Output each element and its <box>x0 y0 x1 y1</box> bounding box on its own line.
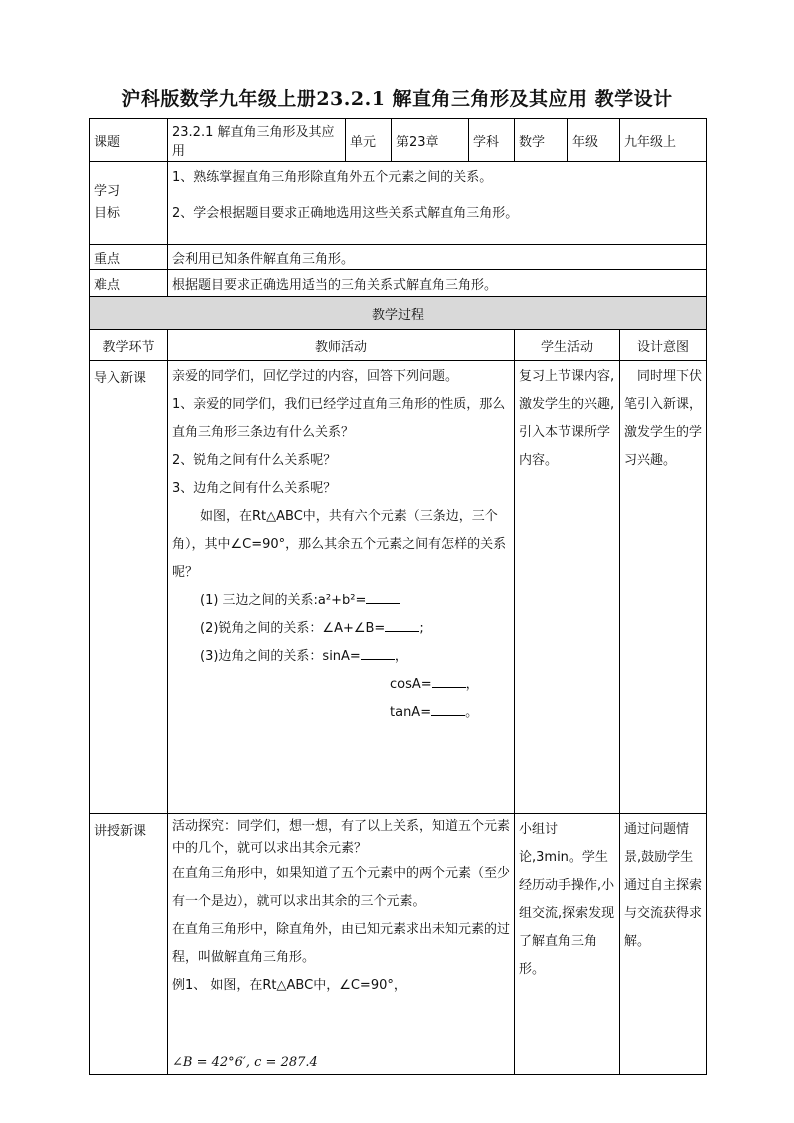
difficulty-text: 根据题目要求正确选用适当的三角关系式解直角三角形。 <box>168 270 707 297</box>
lesson-label: 课题 <box>90 119 168 162</box>
key-point-row <box>90 245 707 270</box>
key-point-label: 重点 <box>90 245 168 270</box>
subject-label: 学科 <box>469 119 515 162</box>
objectives-row <box>90 162 707 245</box>
design-intent: 同时埋下伏笔引入新课，激发学生的学习兴趣。 <box>620 361 707 814</box>
grade-value: 九年级上 <box>620 119 707 162</box>
column-header-student: 学生活动 <box>515 330 620 361</box>
student-activity: 复习上节课内容,激发学生的兴趣,引入本节课所学内容。 <box>515 361 620 814</box>
column-header-row <box>90 330 707 361</box>
teacher-activity: 亲爱的同学们，回忆学过的内容，回答下列问题。 1、亲爱的同学们，我们已经学过直角三角形的性质，那么直角三角形三条边有什么关系？ 2、锐角之间有什么关系呢？ 3、边角之间有什么关系呢？ 如图，在Rt△ABC中，共有六个元素（三条边，三个角），其中∠C=90°，那么其余五个元素之间有怎样的关系呢？ (1) 三边之间的关系:a²+b²= (2)锐角之间的关系：∠A+∠B= ; (3)边角之间的关系：sinA= ， cosA= ， tanA= 。 <box>168 361 515 814</box>
example-formula: ∠B = 42°6′, c = 287.4 <box>172 1055 318 1070</box>
subject-value: 数学 <box>515 119 568 162</box>
column-header-teacher: 教师活动 <box>168 330 515 361</box>
unit-value: 第23章 <box>392 119 469 162</box>
objective-item: 2、学会根据题目要求正确地选用这些关系式解直角三角形。 <box>172 206 519 221</box>
table-row <box>90 361 707 814</box>
difficulty-label: 难点 <box>90 270 168 297</box>
teacher-activity: 活动探究：同学们，想一想，有了以上关系，知道五个元素中的几个，就可以求出其余元素？ 在直角三角形中，如果知道了五个元素中的两个元素（至少有一个是边），就可以求出其余的三个元素。 在直角三角形中，除直角外，由已知元素求出未知元素的过程，叫做解直角三角形。 例1、 如图，在Rt△ABC中，∠C=90°， <box>168 814 515 1075</box>
objectives-content <box>168 162 707 245</box>
header-row <box>90 119 707 162</box>
key-point-text: 会利用已知条件解直角三角形。 <box>168 245 707 270</box>
table-row <box>90 814 707 1075</box>
process-title-row <box>90 297 707 330</box>
student-activity: 小组讨论,3min。学生经历动手操作,小组交流,探索发现了解直角三角形。 <box>515 814 620 1075</box>
grade-label: 年级 <box>568 119 620 162</box>
stage-label: 导入新课 <box>90 361 168 814</box>
lesson-plan-table <box>89 118 707 1075</box>
process-title: 教学过程 <box>90 297 707 330</box>
objectives-label: 学习目标 <box>90 162 168 245</box>
column-header-stage: 教学环节 <box>90 330 168 361</box>
difficulty-row <box>90 270 707 297</box>
unit-label: 单元 <box>346 119 392 162</box>
stage-label: 讲授新课 <box>90 814 168 1075</box>
design-intent: 通过问题情景,鼓励学生通过自主探索与交流获得求解。 <box>620 814 707 1075</box>
document-title: 沪科版数学九年级上册23.2.1 解直角三角形及其应用 教学设计 <box>121 88 673 110</box>
objective-item: 1、熟练掌握直角三角形除直角外五个元素之间的关系。 <box>172 170 493 185</box>
lesson-value: 23.2.1 解直角三角形及其应用 <box>168 119 346 162</box>
column-header-intent: 设计意图 <box>620 330 707 361</box>
